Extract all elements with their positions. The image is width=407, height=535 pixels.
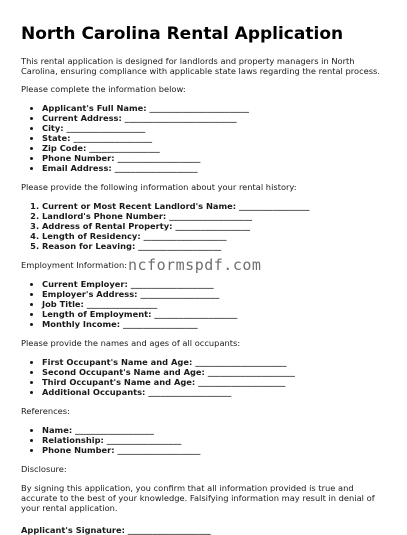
- field-current-address: • Current Address: ___________________________: [42, 113, 386, 123]
- field-full-name: • Applicant's Full Name: ________________________: [42, 103, 386, 113]
- field-email-address: • Email Address: ____________________: [42, 163, 386, 173]
- field-zip-code: • Zip Code: _________________: [42, 143, 386, 153]
- field-landlord-phone: 2. Landlord's Phone Number: ____________________: [42, 211, 386, 221]
- field-reference-name: • Name: ___________________: [42, 425, 386, 435]
- field-reason-leaving: 5. Reason for Leaving: ____________________: [42, 241, 386, 251]
- field-first-occupant: • First Occupant's Name and Age: ______________________: [42, 357, 386, 367]
- watermark: ncformspdf.com: [128, 256, 262, 274]
- disclosure-heading: Disclosure:: [21, 464, 67, 475]
- field-current-employer: • Current Employer: ____________________: [42, 279, 386, 289]
- signature-field: Applicant's Signature: ____________________: [21, 525, 211, 535]
- page-title: North Carolina Rental Application: [21, 24, 344, 44]
- intro-paragraph: This rental application is designed for landlords and property managers in North Carolina, ensuring compliance with applicable state laws regarding the rental process.: [21, 56, 381, 77]
- field-employer-address: • Employer's Address: ___________________: [42, 289, 386, 299]
- applicant-heading: Please complete the information below:: [21, 84, 186, 95]
- field-additional-occupants: • Additional Occupants: ____________________: [42, 387, 386, 397]
- field-reference-phone: • Phone Number: ____________________: [42, 445, 386, 455]
- occupants-fields: [21, 357, 386, 397]
- disclosure-text: By signing this application, you confirm that all information provided is true and accurate to the best of your knowledge. Falsifying information may result in denial of your rental application.: [21, 483, 375, 514]
- field-job-title: • Job Title: _________________: [42, 299, 386, 309]
- employment-heading: Employment Information:: [21, 260, 128, 271]
- field-phone-number: • Phone Number: ____________________: [42, 153, 386, 163]
- field-rental-address: 3. Address of Rental Property: __________________: [42, 221, 386, 231]
- field-second-occupant: • Second Occupant's Name and Age: _____________________: [42, 367, 386, 377]
- employment-fields: [21, 279, 386, 329]
- references-heading: References:: [21, 406, 70, 417]
- field-length-residency: 4. Length of Residency: ____________________: [42, 231, 386, 241]
- rental-history-heading: Please provide the following information about your rental history:: [21, 182, 297, 193]
- field-third-occupant: • Third Occupant's Name and Age: _____________________: [42, 377, 386, 387]
- field-city: • City: ___________________: [42, 123, 386, 133]
- applicant-fields: [21, 103, 386, 173]
- field-state: • State: ___________________: [42, 133, 386, 143]
- field-reference-relationship: • Relationship: __________________: [42, 435, 386, 445]
- field-monthly-income: • Monthly Income: __________________: [42, 319, 386, 329]
- field-length-employment: • Length of Employment: ____________________: [42, 309, 386, 319]
- field-landlord-name: 1. Current or Most Recent Landlord's Name: _________________: [42, 201, 386, 211]
- rental-history-fields: [21, 201, 386, 251]
- occupants-heading: Please provide the names and ages of all occupants:: [21, 338, 241, 349]
- references-fields: [21, 425, 386, 455]
